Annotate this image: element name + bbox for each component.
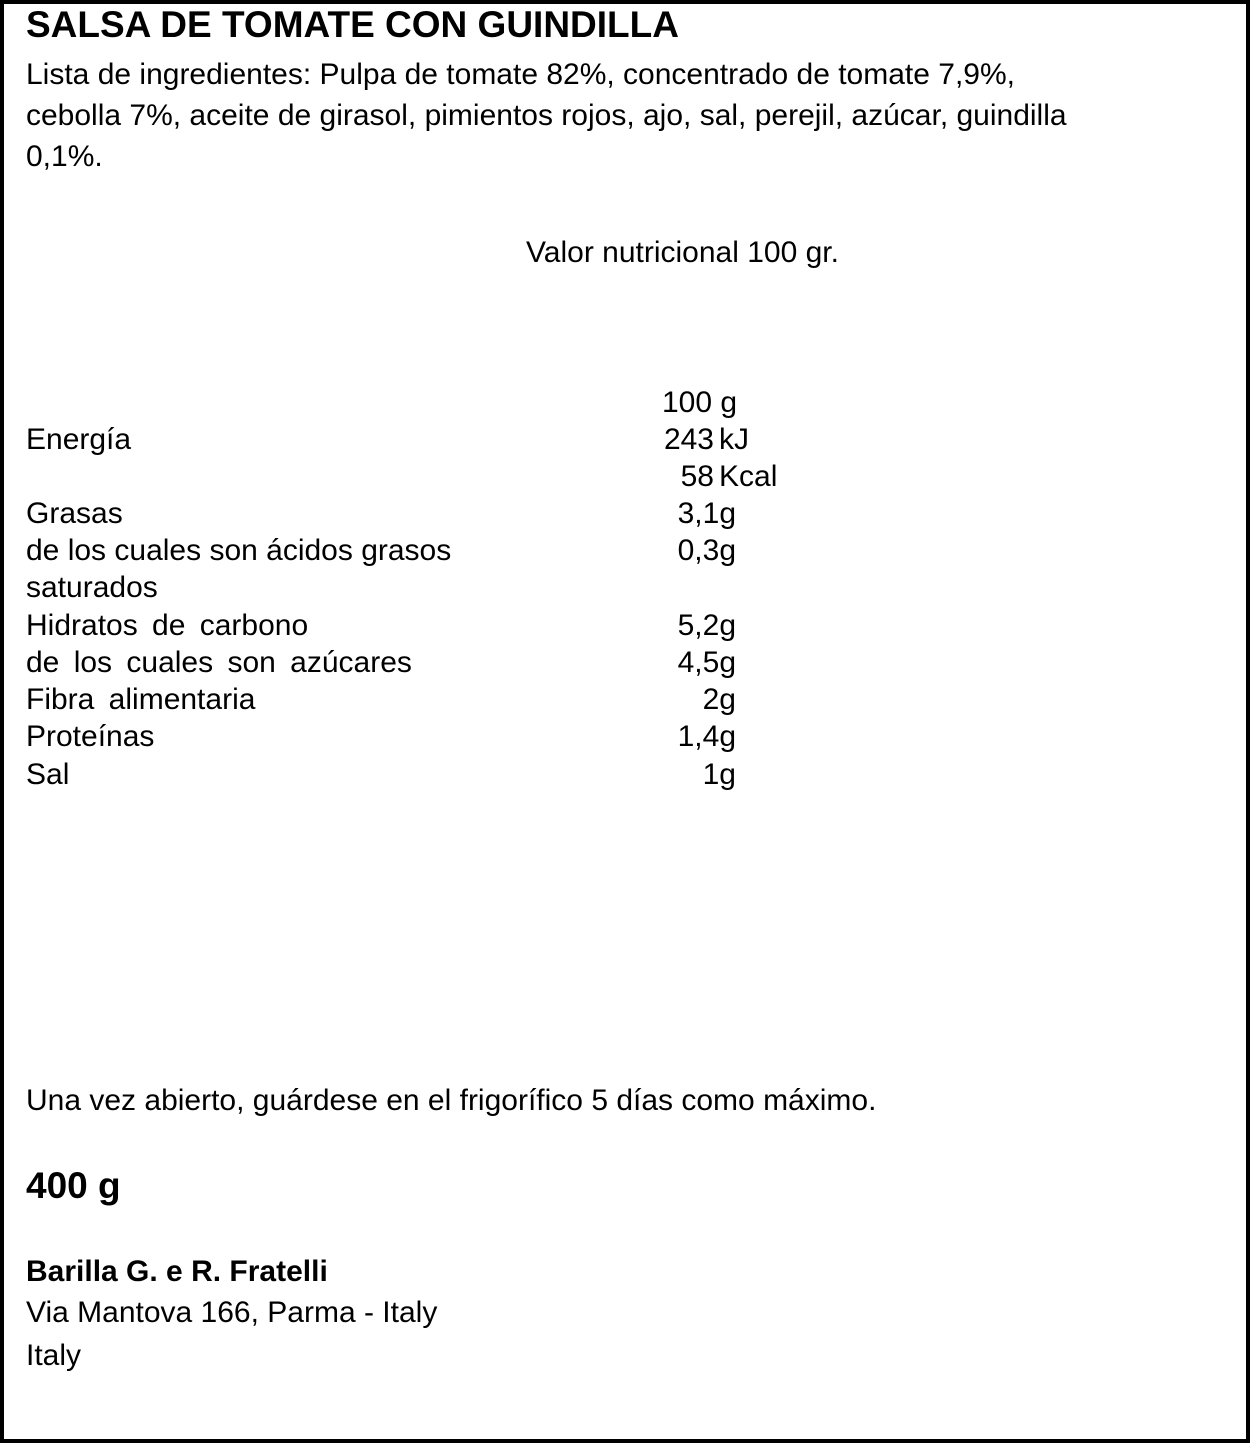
nutrition-row-energy-kj — [0, 421, 1250, 458]
nutrition-value: 0,3g — [677, 534, 736, 567]
manufacturer-country: Italy — [26, 1339, 82, 1372]
nutrition-value: 4,5g — [677, 646, 736, 679]
nutrition-value: 1,4g — [677, 720, 736, 753]
nutrition-row — [0, 718, 1250, 755]
nutrition-value: 1g — [702, 758, 736, 791]
nutrition-label: Fibra alimentaria — [26, 683, 256, 716]
ingredients-list — [26, 54, 1216, 177]
nutrition-label: Sal — [26, 758, 70, 791]
nutrition-label: Proteínas — [26, 720, 155, 753]
nutrition-row — [0, 569, 1250, 606]
storage-instructions: Una vez abierto, guárdese en el frigorífico 5 días como máximo. — [26, 1084, 877, 1117]
nutrition-value: 2g — [702, 683, 736, 716]
nutrition-label: de los cuales son ácidos grasos — [26, 534, 452, 567]
nutrition-row — [0, 607, 1250, 644]
energy-kj-unit: kJ — [719, 423, 749, 456]
nutrition-label: de los cuales son azúcares — [26, 646, 412, 679]
product-title: SALSA DE TOMATE CON GUINDILLA — [26, 4, 679, 45]
nutrition-label: Hidratos de carbono — [26, 609, 309, 642]
manufacturer-address: Via Mantova 166, Parma - Italy — [26, 1296, 438, 1329]
nutrition-row — [0, 495, 1250, 532]
ingredients-line: Lista de ingredientes: Pulpa de tomate 82%, concentrado de tomate 7,9%, — [26, 58, 1015, 91]
energy-kcal-value: 58 — [680, 460, 714, 493]
energy-kj-value: 243 — [663, 423, 714, 456]
nutrition-row — [0, 681, 1250, 718]
nutrition-label: Grasas — [26, 497, 123, 530]
nutrition-label: saturados — [26, 571, 158, 604]
nutrition-value: 3,1g — [677, 497, 736, 530]
nutrition-value: 5,2g — [677, 609, 736, 642]
nutrition-row — [0, 644, 1250, 681]
net-weight: 400 g — [26, 1165, 121, 1206]
nutrition-row — [0, 756, 1250, 793]
nutrition-column-header: 100 g — [662, 386, 738, 419]
nutrition-heading: Valor nutricional 100 gr. — [526, 236, 839, 269]
nutrition-row-energy-kcal — [0, 458, 1250, 495]
ingredients-line: 0,1%. — [26, 140, 103, 173]
manufacturer-name: Barilla G. e R. Fratelli — [26, 1255, 328, 1288]
nutrition-row — [0, 532, 1250, 569]
energy-kcal-unit: Kcal — [719, 460, 778, 493]
ingredients-line: cebolla 7%, aceite de girasol, pimientos rojos, ajo, sal, perejil, azúcar, guindilla — [26, 99, 1067, 132]
nutrition-label: Energía — [26, 423, 132, 456]
